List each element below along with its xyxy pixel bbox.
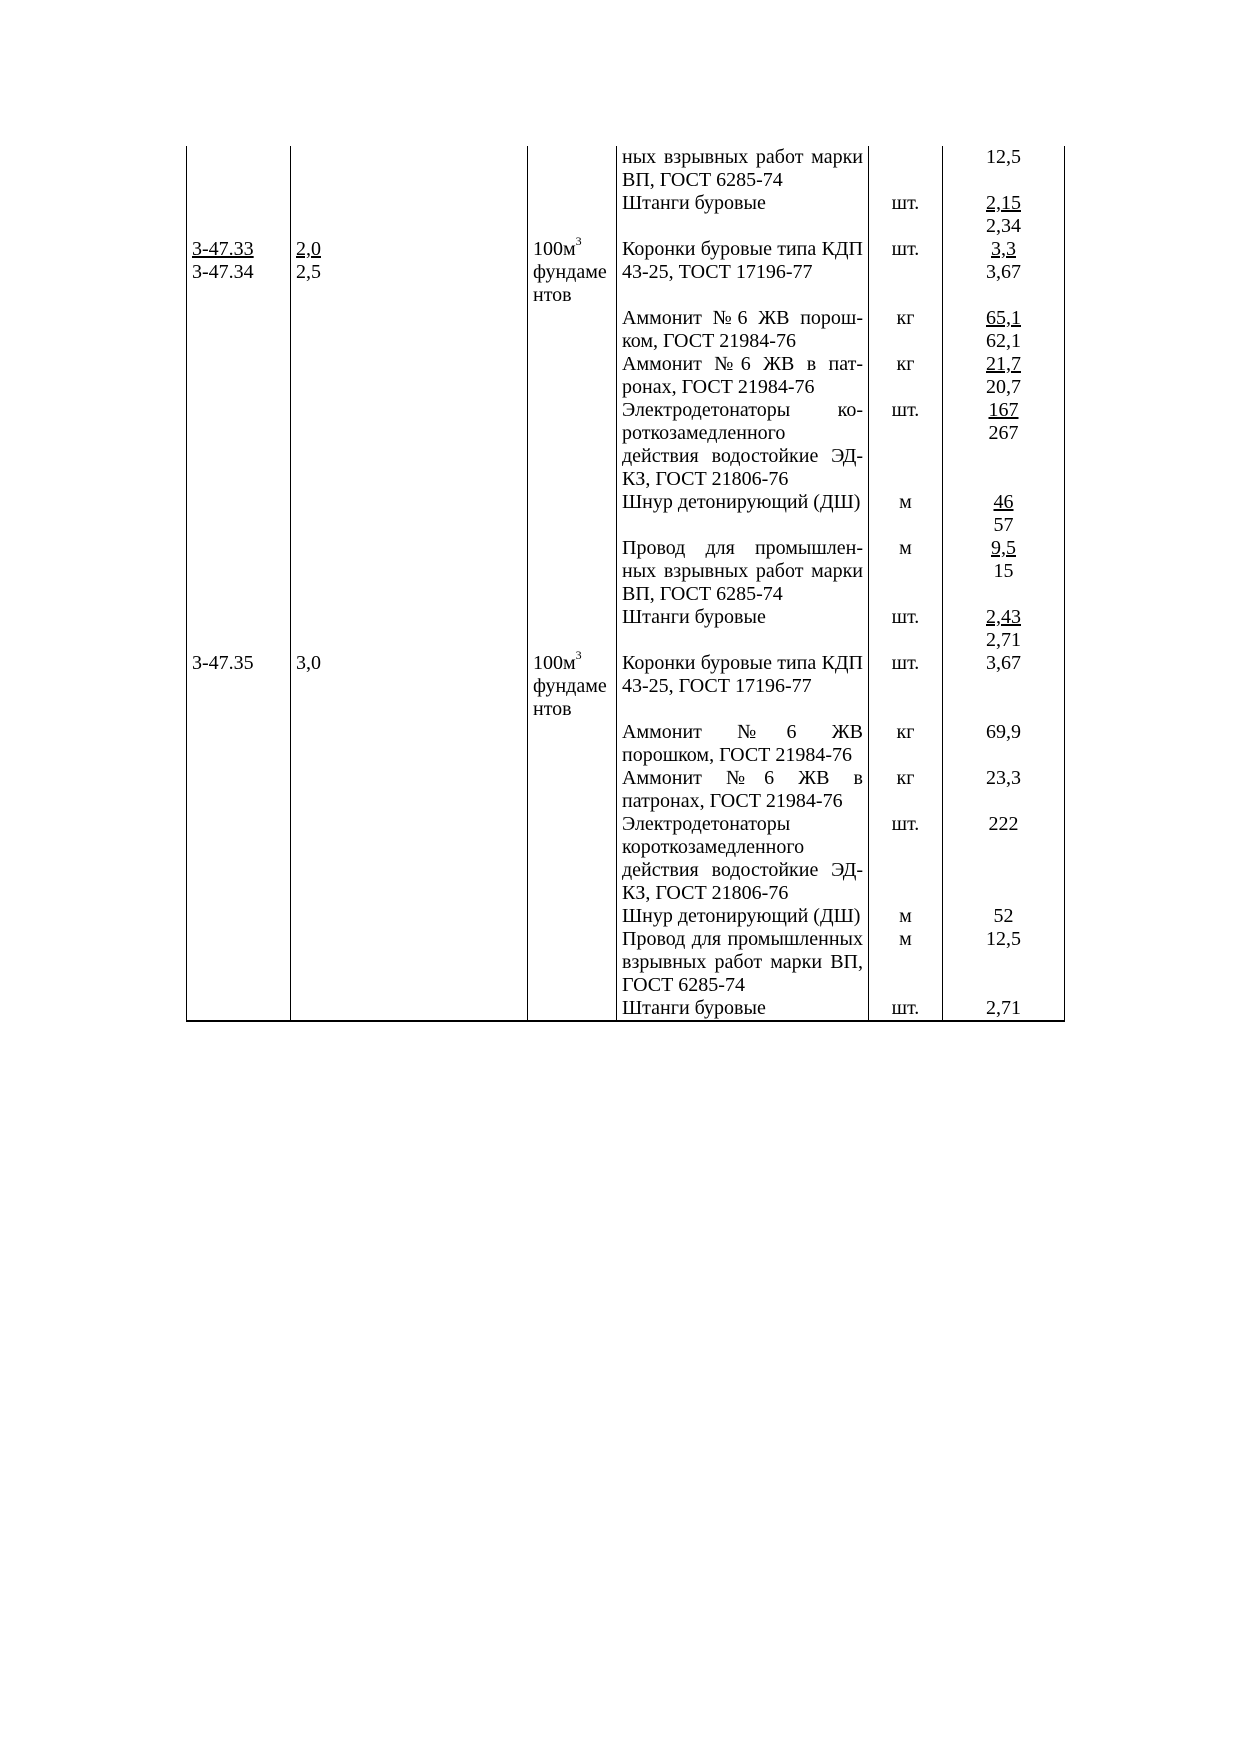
value-cell (943, 997, 1065, 1021)
unit-cell: шт. (869, 652, 943, 721)
measure-unit-cell (528, 234, 617, 307)
value-line (948, 192, 1059, 215)
value-line (948, 261, 1059, 284)
resource-name-cell: Шнур детонирующий (ДШ) (617, 905, 869, 928)
table-row (187, 721, 1065, 767)
value-cell (943, 652, 1065, 721)
table-row (187, 997, 1065, 1021)
superscript: 3 (575, 234, 582, 249)
code-line: 3-47.34 (192, 261, 254, 283)
value-cell (943, 192, 1065, 238)
value-cell (943, 307, 1065, 353)
resource-name-cell: Аммонит №6 ЖВ в патронах, ГОСТ 21984-76 (617, 767, 869, 813)
measure-unit-line (533, 675, 611, 698)
table-row (187, 491, 1065, 537)
value-line (948, 399, 1059, 422)
unit-cell: кг (869, 721, 943, 767)
value-line (948, 997, 1059, 1020)
measure-unit-cell (528, 813, 617, 905)
resource-name-cell: Штанги буровые (617, 606, 869, 652)
value-cell (943, 606, 1065, 652)
norm-cell (291, 652, 528, 721)
norm-cell (291, 353, 528, 399)
value-text: 52 (993, 905, 1014, 927)
value-text: 3,3 (991, 238, 1016, 260)
superscript: 3 (575, 648, 582, 663)
norm-cell (291, 307, 528, 353)
measure-unit-cell (528, 192, 617, 238)
value-text: 46 (993, 491, 1014, 513)
measure-unit-cell (528, 648, 617, 721)
resource-name-cell: Коронки буровые типа КДП 43-25, ГОСТ 17196-77 (617, 652, 869, 721)
value-line (948, 537, 1059, 560)
value-line (948, 905, 1059, 928)
measure-unit-cell (528, 146, 617, 192)
table-row (187, 238, 1065, 307)
unit-cell: м (869, 905, 943, 928)
norm-cell (291, 905, 528, 928)
norm-cell (291, 238, 528, 307)
code-cell (187, 192, 291, 238)
measure-unit-text: нтов (533, 698, 572, 720)
table-row (187, 652, 1065, 721)
value-line (948, 928, 1059, 951)
norm-cell (291, 721, 528, 767)
measure-unit-cell (528, 491, 617, 537)
table-row (187, 399, 1065, 491)
measure-unit-cell (528, 928, 617, 997)
unit-cell: кг (869, 767, 943, 813)
code-cell (187, 905, 291, 928)
unit-cell: кг (869, 307, 943, 353)
measure-unit-line (533, 261, 611, 284)
value-text: 15 (993, 560, 1014, 582)
resource-name-cell: Электродетонаторы ко-роткозамедленного действия водостойкие ЭД-КЗ, ГОСТ 21806-76 (617, 399, 869, 491)
value-line (948, 606, 1059, 629)
value-line (948, 560, 1059, 583)
value-line (948, 491, 1059, 514)
table-row (187, 146, 1065, 192)
unit-cell (869, 146, 943, 192)
resource-name-cell: Штанги буровые (617, 192, 869, 238)
norm-cell (291, 813, 528, 905)
norm-cell (291, 192, 528, 238)
norm-cell (291, 537, 528, 606)
value-text: 20,7 (986, 376, 1021, 398)
value-cell (943, 537, 1065, 606)
table-row (187, 928, 1065, 997)
table-row (187, 606, 1065, 652)
norm-cell (291, 997, 528, 1021)
norm-cell (291, 606, 528, 652)
value-text: 12,5 (986, 928, 1021, 950)
value-line (948, 330, 1059, 353)
measure-unit-line (533, 234, 611, 261)
value-line (948, 307, 1059, 330)
value-text: 2,71 (986, 997, 1021, 1019)
value-cell (943, 146, 1065, 192)
unit-cell: кг (869, 353, 943, 399)
code-cell (187, 238, 291, 307)
norm-cell (291, 928, 528, 997)
value-text: 9,5 (991, 537, 1016, 559)
value-text: 21,7 (986, 353, 1021, 375)
resource-name-cell: Аммонит №6 ЖВ порош-ком, ГОСТ 21984-76 (617, 307, 869, 353)
code-cell (187, 813, 291, 905)
value-text: 65,1 (986, 307, 1021, 329)
measure-unit-cell (528, 307, 617, 353)
unit-cell: шт. (869, 192, 943, 238)
value-text: 62,1 (986, 330, 1021, 352)
measure-unit-text: фундаме (533, 675, 607, 697)
unit-cell: шт. (869, 813, 943, 905)
value-text: 222 (988, 813, 1019, 835)
resource-name-cell: Провод для промышлен-ных взрывных работ марки ВП, ГОСТ 6285-74 (617, 537, 869, 606)
table-row (187, 537, 1065, 606)
code-cell (187, 606, 291, 652)
norm-cell (291, 491, 528, 537)
resource-name-cell: Аммонит №6 ЖВ порошком, ГОСТ 21984-76 (617, 721, 869, 767)
value-line (948, 376, 1059, 399)
value-line (948, 238, 1059, 261)
resource-name-cell: Шнур детонирующий (ДШ) (617, 491, 869, 537)
measure-unit-cell (528, 905, 617, 928)
code-cell (187, 399, 291, 491)
value-line (948, 721, 1059, 744)
value-cell (943, 353, 1065, 399)
value-text: 12,5 (986, 146, 1021, 168)
measure-unit-cell (528, 997, 617, 1021)
value-cell (943, 813, 1065, 905)
norm-line: 3,0 (296, 652, 321, 674)
value-text: 57 (993, 514, 1014, 536)
table-row (187, 307, 1065, 353)
measure-unit-cell (528, 767, 617, 813)
unit-cell: м (869, 491, 943, 537)
unit-cell: м (869, 928, 943, 997)
value-line (948, 146, 1059, 169)
value-cell (943, 905, 1065, 928)
code-cell (187, 146, 291, 192)
measure-unit-line (533, 648, 611, 675)
norm-cell (291, 399, 528, 491)
norm-cell (291, 146, 528, 192)
value-line (948, 215, 1059, 238)
resource-name-cell: Штанги буровые (617, 997, 869, 1021)
table-body (187, 146, 1065, 1021)
code-line: 3-47.35 (192, 652, 254, 674)
measure-unit-text: нтов (533, 284, 572, 306)
resource-name-cell: Провод для промышленных взрывных работ марки ВП, ГОСТ 6285-74 (617, 928, 869, 997)
value-text: 2,15 (986, 192, 1021, 214)
value-line (948, 514, 1059, 537)
value-cell (943, 928, 1065, 997)
table-row (187, 767, 1065, 813)
code-cell (187, 353, 291, 399)
value-text: 2,43 (986, 606, 1021, 628)
measure-unit-cell (528, 537, 617, 606)
measure-unit-text: фундаме (533, 261, 607, 283)
code-cell (187, 537, 291, 606)
measure-unit-line (533, 284, 611, 307)
unit-cell: шт. (869, 606, 943, 652)
unit-cell: шт. (869, 399, 943, 491)
code-cell (187, 652, 291, 721)
code-cell (187, 307, 291, 353)
value-text: 3,67 (986, 652, 1021, 674)
table-row (187, 813, 1065, 905)
table-row (187, 905, 1065, 928)
code-cell (187, 491, 291, 537)
norm-line: 2,5 (296, 261, 321, 283)
value-line (948, 422, 1059, 445)
code-cell (187, 928, 291, 997)
norm-cell (291, 767, 528, 813)
value-text: 167 (988, 399, 1019, 421)
value-text: 23,3 (986, 767, 1021, 789)
code-cell (187, 767, 291, 813)
resource-name-cell: ных взрывных работ марки ВП, ГОСТ 6285-74 (617, 146, 869, 192)
value-text: 69,9 (986, 721, 1021, 743)
measure-unit-text: 100м (533, 238, 576, 260)
table-row (187, 192, 1065, 238)
resource-name-cell: Аммонит №6 ЖВ в пат-ронах, ГОСТ 21984-76 (617, 353, 869, 399)
value-text: 2,71 (986, 629, 1021, 651)
measure-unit-cell (528, 606, 617, 652)
unit-cell: шт. (869, 238, 943, 307)
value-cell (943, 767, 1065, 813)
measure-unit-cell (528, 721, 617, 767)
value-cell (943, 399, 1065, 491)
table-row (187, 353, 1065, 399)
value-line (948, 652, 1059, 675)
resource-norms-table (186, 146, 1065, 1022)
value-line (948, 767, 1059, 790)
value-line (948, 629, 1059, 652)
measure-unit-line (533, 698, 611, 721)
unit-cell: шт. (869, 997, 943, 1021)
value-text: 2,34 (986, 215, 1021, 237)
value-text: 3,67 (986, 261, 1021, 283)
measure-unit-text: 100м (533, 652, 576, 674)
code-line: 3-47.33 (192, 238, 254, 260)
value-cell (943, 721, 1065, 767)
norm-line: 2,0 (296, 238, 321, 260)
value-cell (943, 238, 1065, 307)
code-cell (187, 997, 291, 1021)
value-cell (943, 491, 1065, 537)
measure-unit-cell (528, 353, 617, 399)
measure-unit-cell (528, 399, 617, 491)
resource-name-cell: Коронки буровые типа КДП 43-25, ТОСТ 17196-77 (617, 238, 869, 307)
resource-name-cell: Электродетонаторы короткозамедленного действия водостойкие ЭД-КЗ, ГОСТ 21806-76 (617, 813, 869, 905)
unit-cell: м (869, 537, 943, 606)
value-text: 267 (988, 422, 1019, 444)
value-line (948, 813, 1059, 836)
code-cell (187, 721, 291, 767)
value-line (948, 353, 1059, 376)
